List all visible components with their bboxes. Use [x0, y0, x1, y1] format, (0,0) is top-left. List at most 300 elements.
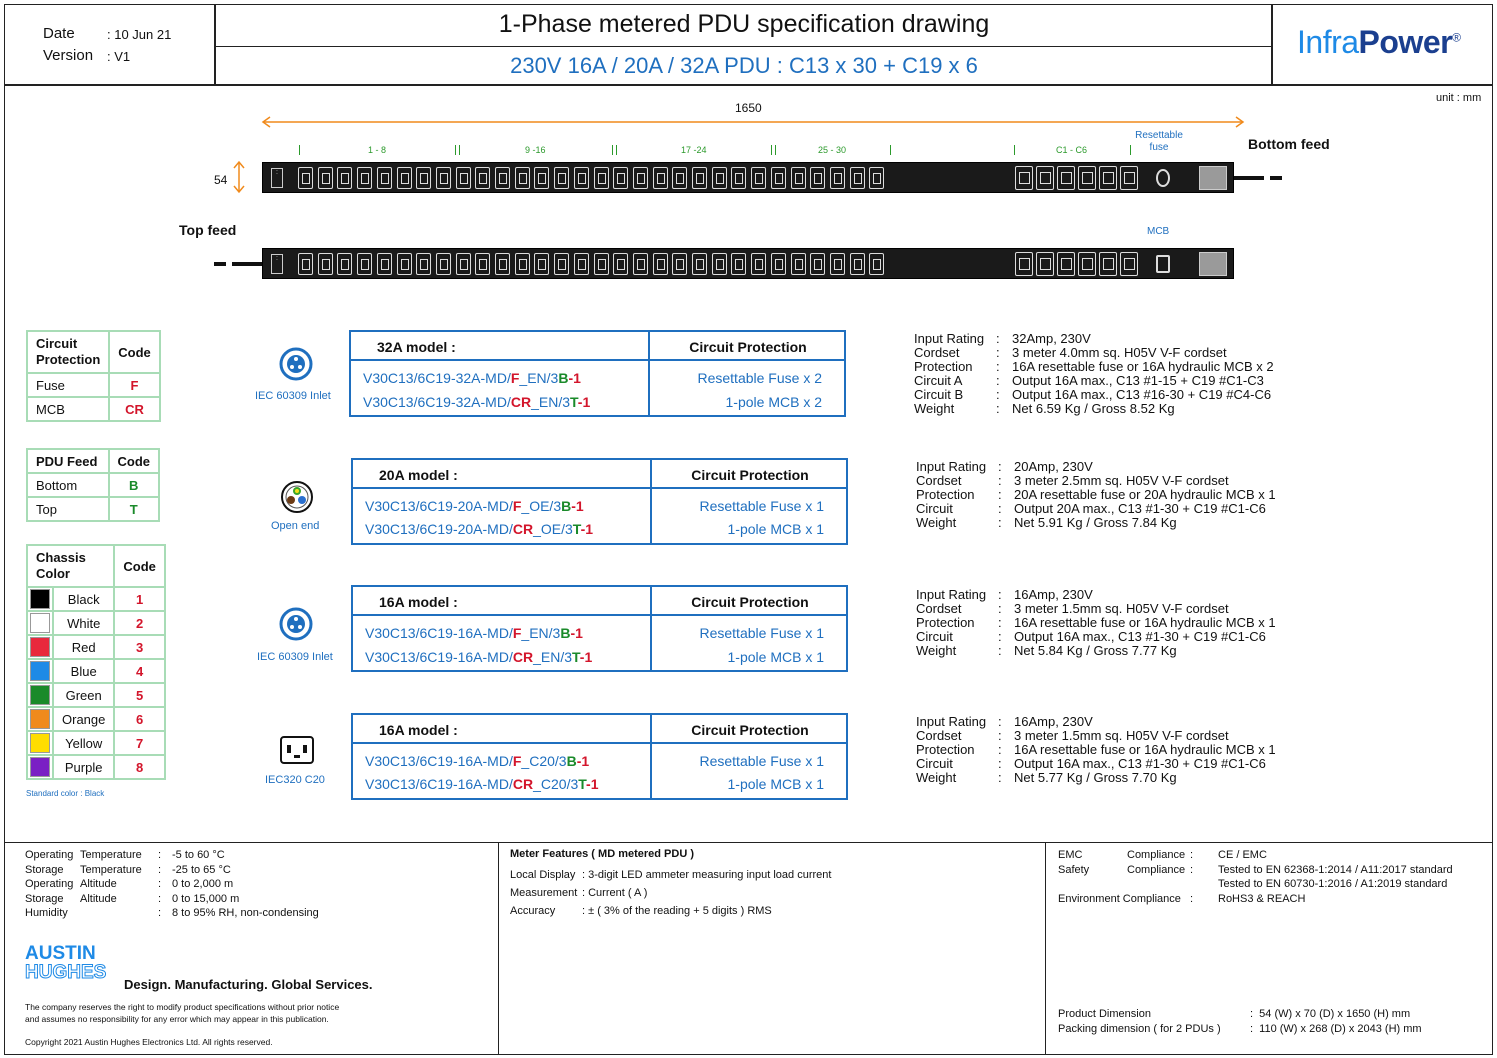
color-swatch-cell: [27, 587, 53, 611]
open-end-icon: [280, 480, 314, 514]
table-header: Circuit Protection: [27, 331, 109, 373]
compliance-colon: [1190, 877, 1218, 892]
length-dimension-arrow: [258, 112, 1248, 132]
footer-col-divider-2: [1045, 842, 1046, 1055]
spec-key: Weight: [916, 770, 957, 785]
compliance-value: RoHS3 & REACH: [1218, 892, 1306, 905]
model-box-16a-iec60309: [351, 585, 848, 672]
footer-divider: [4, 842, 1493, 843]
spec-value: Net 5.77 Kg / Gross 7.70 Kg: [1014, 770, 1177, 785]
compliance-colon: :: [1190, 892, 1194, 905]
spec-key: Protection: [916, 487, 975, 502]
group-tick: [890, 145, 891, 155]
table-header: Code: [114, 545, 165, 587]
env-value: 0 to 2,000 m: [172, 878, 234, 890]
compliance-row: [1058, 892, 1453, 907]
c13-outlet-icon: [574, 253, 589, 275]
model-title: 20A model :: [379, 467, 458, 483]
c13-outlet-icon: [377, 253, 392, 275]
protection-value: 1-pole MCB x 1: [727, 649, 824, 665]
c13-outlet-icon: [377, 167, 392, 189]
page-title: 1-Phase metered PDU specification drawing: [498, 10, 990, 38]
c13-outlet-icon: [298, 167, 313, 189]
compliance-colon: :: [1190, 849, 1194, 861]
compliance-key: Compliance: [1127, 849, 1186, 861]
circuit-protection-header: Circuit Protection: [691, 594, 809, 610]
spec-colon: :: [998, 515, 1002, 530]
color-name: Yellow: [53, 731, 114, 755]
c19-outlet-icon: [1120, 166, 1138, 190]
color-name: White: [53, 611, 114, 635]
c13-outlet-icon: [850, 253, 865, 275]
env-colon: :: [158, 892, 162, 905]
footer-col-divider-1: [498, 842, 499, 1055]
spec-row: [916, 602, 1276, 616]
spec-value: 32Amp, 230V: [1012, 331, 1091, 346]
compliance-value: CE / EMC: [1218, 849, 1267, 861]
c13-outlet-icon: [712, 167, 727, 189]
spec-key: Cordset: [916, 473, 962, 488]
color-name: Purple: [53, 755, 114, 779]
c13-outlet-icon: [554, 253, 569, 275]
part-number: V30C13/6C19-32A-MD/CR_EN/3T-1: [363, 394, 591, 410]
power-cable-icon: [1234, 176, 1282, 180]
c13-outlet-icon: [436, 167, 451, 189]
c19-outlet-icon: [1015, 166, 1033, 190]
protection-value: 1-pole MCB x 2: [725, 394, 822, 410]
spec-value: Output 16A max., C13 #1-30 + C19 #C1-C6: [1014, 756, 1266, 771]
spec-row: [914, 402, 1274, 416]
c13-outlet-icon: [475, 253, 490, 275]
environment-row: [25, 892, 319, 907]
environment-row: [25, 863, 319, 878]
env-value: 8 to 95% RH, non-condensing: [172, 907, 319, 919]
group-label: 17 -24: [681, 145, 707, 155]
meter-value: : 3-digit LED ammeter measuring input load current: [582, 869, 832, 881]
spec-value: 16A resettable fuse or 16A hydraulic MCB x 1: [1014, 615, 1276, 630]
spec-key: Input Rating: [914, 331, 985, 346]
compliance-value: Tested to EN 62368-1:2014 / A11:2017 standard: [1218, 863, 1453, 876]
model-box-32a: [349, 330, 846, 417]
group-label: 1 - 8: [368, 145, 387, 155]
spec-value: 20Amp, 230V: [1014, 459, 1093, 474]
spec-colon: :: [998, 756, 1002, 771]
spec-key: Circuit A: [914, 373, 963, 388]
model-title: 32A model :: [377, 339, 456, 355]
infrapower-logo: [1297, 24, 1460, 61]
spec-row: [914, 346, 1274, 360]
spec-value: Output 20A max., C13 #1-30 + C19 #C1-C6: [1014, 501, 1266, 516]
c19-outlet-icon: [1036, 252, 1054, 276]
meter-value: : Current ( A ): [582, 887, 648, 899]
c13-outlet-icon: [731, 167, 746, 189]
c13-outlet-icon: [397, 167, 412, 189]
c13-outlet-icon: [712, 253, 727, 275]
circuit-protection-header: Circuit Protection: [691, 722, 809, 738]
group-tick: [1014, 145, 1015, 155]
inlet-label: IEC 60309 Inlet: [255, 390, 331, 402]
c13-outlet-icon: [613, 167, 628, 189]
compliance-key: [1127, 877, 1190, 892]
meter-row: [510, 902, 831, 920]
spec-colon: :: [998, 459, 1002, 474]
unit-label: unit : mm: [1436, 92, 1482, 104]
inlet-label: IEC320 C20: [265, 774, 325, 786]
spec-colon: :: [996, 359, 1000, 374]
model-title: 16A model :: [379, 722, 458, 738]
c13-outlet-icon: [554, 167, 569, 189]
meter-key: Local Display: [510, 869, 576, 881]
code-cell: 1: [114, 587, 165, 611]
c13-outlet-icon: [791, 253, 806, 275]
c19-outlet-icon: [1015, 252, 1033, 276]
spec-key: Weight: [914, 401, 955, 416]
spec-value: Net 5.84 Kg / Gross 7.77 Kg: [1014, 643, 1177, 658]
spec-row: [916, 630, 1276, 644]
spec-colon: :: [996, 345, 1000, 360]
c13-outlet-icon: [456, 253, 471, 275]
color-swatch-cell: [27, 635, 53, 659]
date-label: Date: [43, 25, 75, 42]
c13-outlet-icon: [574, 167, 589, 189]
c13-outlet-icon: [751, 253, 766, 275]
color-swatch: [30, 685, 50, 705]
c13-outlet-icon: [771, 253, 786, 275]
part-number: V30C13/6C19-20A-MD/CR_OE/3T-1: [365, 521, 594, 537]
compliance-key: [1058, 877, 1127, 892]
spec-colon: :: [998, 487, 1002, 502]
spec-value: 3 meter 1.5mm sq. H05V V-F cordset: [1014, 728, 1229, 743]
spec-colon: :: [998, 629, 1002, 644]
packing-dimension-value: : 110 (W) x 268 (D) x 2043 (H) mm: [1250, 1023, 1422, 1035]
iec-60309-inlet-icon: [279, 607, 313, 641]
table-header: Code: [109, 449, 160, 473]
group-tick: [771, 145, 772, 155]
code-cell: F: [109, 373, 160, 397]
circuit-protection-header: Circuit Protection: [691, 467, 809, 483]
iec320-c20-inlet-icon: [279, 735, 315, 765]
part-number: V30C13/6C19-20A-MD/F_OE/3B-1: [365, 498, 584, 514]
part-number: V30C13/6C19-16A-MD/CR_EN/3T-1: [365, 649, 593, 665]
spec-colon: :: [996, 373, 1000, 388]
spec-colon: :: [996, 387, 1000, 402]
spec-row: [916, 502, 1276, 516]
height-label: 54: [214, 173, 228, 187]
spec-key: Weight: [916, 643, 957, 658]
c13-outlet-icon: [850, 167, 865, 189]
code-cell: 6: [114, 707, 165, 731]
code-cell: B: [109, 473, 160, 497]
spec-colon: :: [998, 728, 1002, 743]
environment-row: [25, 906, 319, 921]
c13-outlet-icon: [810, 167, 825, 189]
product-dimension-value: : 54 (W) x 70 (D) x 1650 (H) mm: [1250, 1008, 1411, 1020]
spec-key: Circuit: [916, 756, 953, 771]
protection-value: 1-pole MCB x 1: [727, 521, 824, 537]
color-name: Orange: [53, 707, 114, 731]
logo-austin: AUSTIN: [25, 943, 96, 964]
c13-outlet-icon: [397, 253, 412, 275]
spec-value: 3 meter 4.0mm sq. H05V V-F cordset: [1012, 345, 1227, 360]
spec-row: [916, 715, 1276, 729]
spec-row: [916, 757, 1276, 771]
standard-color-note: Standard color : Black: [26, 789, 105, 798]
cable-break-icon: [226, 256, 232, 270]
spec-key: Protection: [914, 359, 973, 374]
code-cell: 7: [114, 731, 165, 755]
spec-row: [914, 360, 1274, 374]
compliance-row: [1058, 863, 1453, 878]
spec-row: [916, 474, 1276, 488]
c13-outlet-icon: [416, 167, 431, 189]
color-swatch: [30, 733, 50, 753]
spec-value: Net 6.59 Kg / Gross 8.52 Kg: [1012, 401, 1175, 416]
spec-key: Input Rating: [916, 714, 987, 729]
spec-key: Cordset: [916, 601, 962, 616]
spec-key: Circuit: [916, 501, 953, 516]
meter-key: Accuracy: [510, 905, 556, 917]
group-tick: [455, 145, 456, 155]
c13-outlet-icon: [751, 167, 766, 189]
c13-outlet-icon: [357, 167, 372, 189]
compliance-key: Environment Compliance: [1058, 892, 1181, 905]
env-key: Altitude: [80, 892, 117, 905]
mcb-switch-icon: [1156, 255, 1170, 273]
c13-outlet-icon: [594, 253, 609, 275]
resettable-fuse-label: Resettable fuse: [1135, 130, 1183, 153]
spec-colon: :: [998, 587, 1002, 602]
c13-outlet-icon: [692, 253, 707, 275]
spec-value: Output 16A max., C13 #1-30 + C19 #C1-C6: [1014, 629, 1266, 644]
cable-break-icon: [1264, 170, 1270, 184]
env-colon: :: [158, 849, 162, 861]
c13-outlet-icon: [633, 167, 648, 189]
c19-outlet-icon: [1078, 166, 1096, 190]
iec-60309-inlet-icon: [279, 347, 313, 381]
spec-colon: :: [998, 615, 1002, 630]
env-key: Storage: [25, 863, 64, 876]
protection-value: Resettable Fuse x 1: [699, 753, 824, 769]
spec-colon: :: [998, 643, 1002, 658]
spec-colon: :: [998, 742, 1002, 757]
c13-outlet-icon: [456, 167, 471, 189]
spec-row: [916, 516, 1276, 530]
color-swatch: [30, 613, 50, 633]
tagline: Design. Manufacturing. Global Services.: [124, 977, 373, 992]
color-name: Green: [53, 683, 114, 707]
protection-value: Resettable Fuse x 1: [699, 625, 824, 641]
pdu-feed-table: [26, 448, 160, 522]
table-cell: Fuse: [27, 373, 109, 397]
date-value: : 10 Jun 21: [107, 27, 172, 42]
c13-outlet-icon: [653, 253, 668, 275]
spec-block-16a-c20: [916, 715, 1276, 785]
power-cable-icon: [214, 262, 262, 266]
c19-outlet-icon: [1099, 166, 1117, 190]
spec-row: [916, 488, 1276, 502]
austin-hughes-logo: [25, 944, 106, 982]
color-name: Black: [53, 587, 114, 611]
color-swatch: [30, 709, 50, 729]
product-dimension-label: Product Dimension: [1058, 1008, 1151, 1020]
compliance-value: Tested to EN 60730-1:2016 / A1:2019 standard: [1218, 878, 1448, 890]
c13-outlet-icon: [869, 253, 884, 275]
c13-outlet-icon: [436, 253, 451, 275]
spec-key: Protection: [916, 742, 975, 757]
environment-specs: [25, 848, 319, 921]
c13-outlet-icon: [791, 167, 806, 189]
circuit-protection-header: Circuit Protection: [689, 339, 807, 355]
spec-key: Cordset: [916, 728, 962, 743]
mcb-label: MCB: [1147, 226, 1170, 237]
spec-row: [914, 332, 1274, 346]
c19-outlet-icon: [1099, 252, 1117, 276]
env-colon: :: [158, 907, 162, 919]
model-box-20a: [351, 458, 848, 545]
spec-value: 3 meter 2.5mm sq. H05V V-F cordset: [1014, 473, 1229, 488]
c19-outlet-icon: [1078, 252, 1096, 276]
code-cell: 4: [114, 659, 165, 683]
spec-colon: :: [998, 473, 1002, 488]
group-tick: [612, 145, 613, 155]
part-number: V30C13/6C19-16A-MD/F_C20/3B-1: [365, 753, 590, 769]
meter-value: : ± ( 3% of the reading + 5 digits ) RMS: [582, 905, 772, 917]
spec-key: Protection: [916, 615, 975, 630]
height-dimension-arrow: [232, 160, 246, 194]
c13-outlet-icon: [810, 253, 825, 275]
spec-value: Output 16A max., C13 #16-30 + C19 #C4-C6: [1012, 387, 1272, 402]
spec-block-20a: [916, 460, 1276, 530]
color-name: Red: [53, 635, 114, 659]
group-tick: [459, 145, 460, 155]
c13-outlet-icon: [692, 167, 707, 189]
c13-outlet-icon: [731, 253, 746, 275]
spec-colon: :: [998, 714, 1002, 729]
led-display-icon: :: [271, 254, 283, 274]
spec-row: [916, 729, 1276, 743]
meter-features: [510, 866, 831, 920]
c13-outlet-icon: [495, 253, 510, 275]
env-key: Humidity: [25, 907, 68, 919]
spec-key: Weight: [916, 515, 957, 530]
color-swatch-cell: [27, 611, 53, 635]
c13-outlet-icon: [515, 167, 530, 189]
table-header: Chassis Color: [27, 545, 114, 587]
table-cell: MCB: [27, 397, 109, 421]
part-number: V30C13/6C19-16A-MD/CR_C20/3T-1: [365, 776, 599, 792]
logo-power: Power: [1358, 24, 1453, 60]
inlet-label: IEC 60309 Inlet: [257, 651, 333, 663]
c13-outlet-icon: [475, 167, 490, 189]
c13-outlet-icon: [594, 167, 609, 189]
c13-outlet-icon: [613, 253, 628, 275]
spec-value: 16Amp, 230V: [1014, 714, 1093, 729]
spec-row: [916, 616, 1276, 630]
packing-dimension-label: Packing dimension ( for 2 PDUs ): [1058, 1023, 1221, 1035]
meter-features-title: Meter Features ( MD metered PDU ): [510, 848, 694, 860]
color-swatch: [30, 637, 50, 657]
code-cell: 8: [114, 755, 165, 779]
group-label: 25 - 30: [818, 145, 847, 155]
c13-outlet-icon: [672, 253, 687, 275]
led-display-icon: :: [271, 168, 283, 188]
table-header: Code: [109, 331, 160, 373]
version-label: Version: [43, 47, 94, 64]
color-swatch-cell: [27, 755, 53, 779]
title-divider: [214, 46, 1272, 47]
group-tick: [616, 145, 617, 155]
page-subtitle: 230V 16A / 20A / 32A PDU : C13 x 30 + C19 x 6: [510, 53, 978, 78]
inlet-label: Open end: [271, 520, 320, 532]
logo-infra: Infra: [1297, 24, 1359, 60]
group-label: C1 - C6: [1056, 145, 1088, 155]
group-tick: [299, 145, 300, 155]
group-label: 9 -16: [525, 145, 546, 155]
color-swatch-cell: [27, 707, 53, 731]
spec-key: Input Rating: [916, 459, 987, 474]
c19-outlet-icon: [1120, 252, 1138, 276]
env-key: [80, 906, 158, 921]
disclaimer-line-1: The company reserves the right to modify product specifications without prior notice: [25, 1002, 340, 1012]
c13-outlet-icon: [830, 167, 845, 189]
disclaimer-line-2: and assumes no responsibility for any error which may appear in this publication.: [25, 1014, 329, 1024]
env-value: 0 to 15,000 m: [172, 892, 240, 905]
color-swatch: [30, 589, 50, 609]
top-feed-label: Top feed: [179, 222, 237, 238]
c13-outlet-icon: [633, 253, 648, 275]
c13-outlet-icon: [337, 253, 352, 275]
env-key: Temperature: [80, 849, 142, 861]
c13-outlet-icon: [672, 167, 687, 189]
model-box-16a-c20: [351, 713, 848, 800]
part-number: V30C13/6C19-32A-MD/F_EN/3B-1: [363, 370, 581, 386]
table-header: PDU Feed: [27, 449, 109, 473]
compliance-key: EMC: [1058, 849, 1083, 861]
env-colon: :: [158, 863, 162, 876]
pdu-bottom-feed: [262, 162, 1234, 193]
spec-colon: :: [998, 501, 1002, 516]
c13-outlet-icon: [495, 167, 510, 189]
spec-value: 16A resettable fuse or 16A hydraulic MCB x 2: [1012, 359, 1274, 374]
header-divider: [4, 84, 1493, 86]
c13-outlet-icon: [357, 253, 372, 275]
table-cell: Bottom: [27, 473, 109, 497]
env-key: Storage: [25, 892, 64, 905]
env-key: Altitude: [80, 878, 117, 890]
spec-value: Output 16A max., C13 #1-15 + C19 #C1-C3: [1012, 373, 1264, 388]
env-key: Operating: [25, 878, 74, 890]
color-name: Blue: [53, 659, 114, 683]
compliance-key: Safety: [1058, 863, 1090, 876]
chassis-color-table: [26, 544, 166, 780]
spec-row: [916, 771, 1276, 785]
circuit-protection-table: [26, 330, 161, 422]
compliance-row: [1058, 848, 1453, 863]
spec-key: Circuit B: [914, 387, 964, 402]
compliance-specs: [1058, 848, 1453, 906]
spec-colon: :: [996, 331, 1000, 346]
code-cell: 2: [114, 611, 165, 635]
code-cell: T: [109, 497, 160, 521]
c13-outlet-icon: [298, 253, 313, 275]
c13-outlet-icon: [869, 167, 884, 189]
fuse-icon: [1156, 169, 1170, 187]
env-value: -5 to 60 °C: [172, 849, 225, 861]
spec-value: 20A resettable fuse or 20A hydraulic MCB x 1: [1014, 487, 1276, 502]
c13-outlet-icon: [318, 253, 333, 275]
c13-outlet-icon: [416, 253, 431, 275]
env-key: Temperature: [80, 863, 142, 876]
